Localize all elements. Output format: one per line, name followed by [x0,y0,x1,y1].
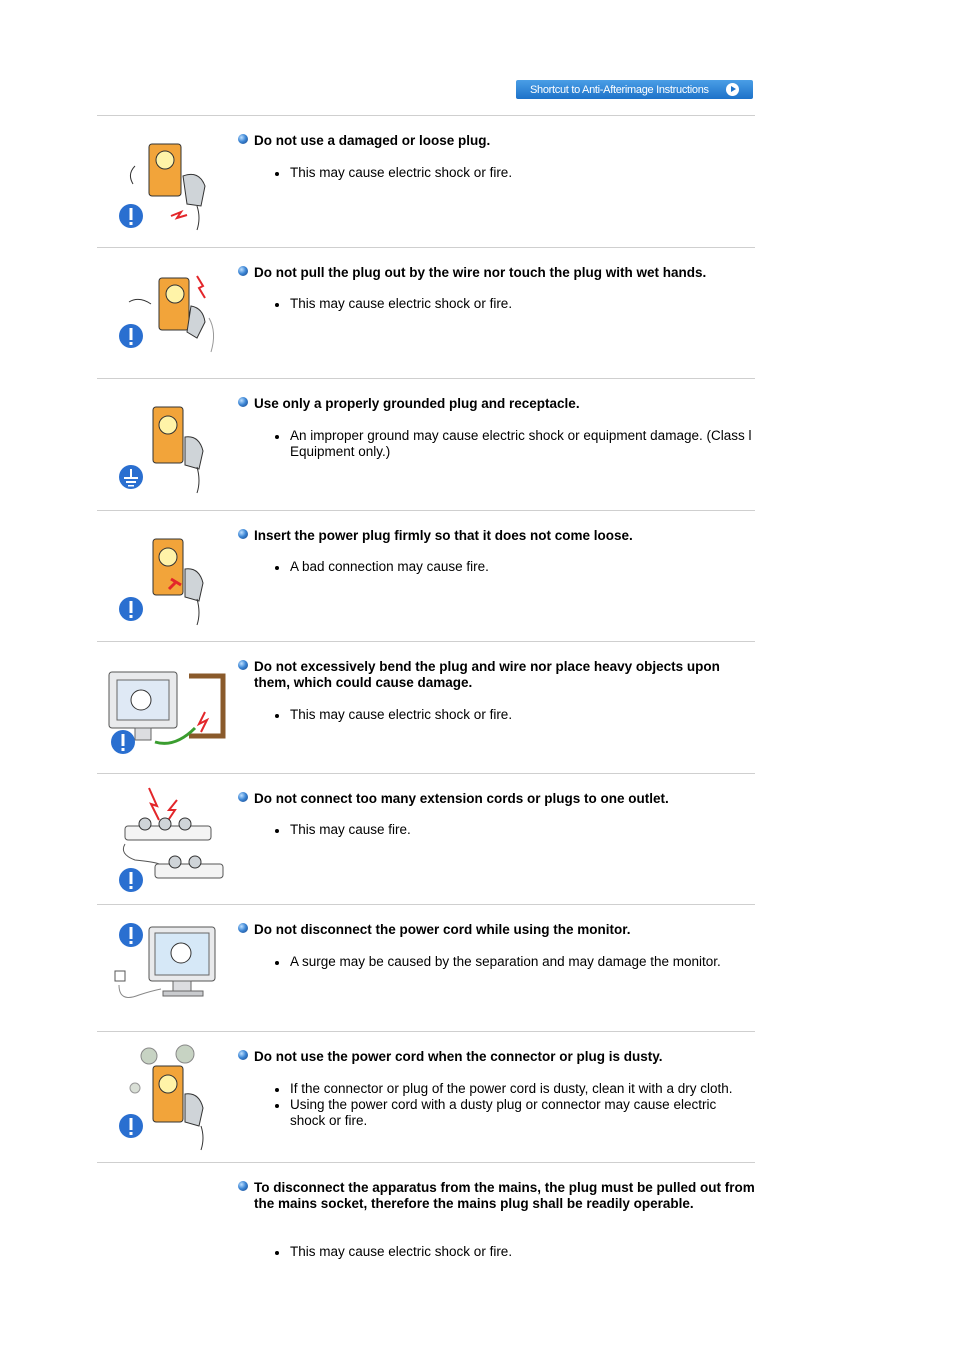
divider [97,510,755,511]
item-heading [238,265,758,281]
wet-hands-plug-illustration [105,258,231,368]
shortcut-label: Shortcut to Anti-Afterimage Instructions [530,83,709,96]
divider [97,641,755,642]
bullet-item: An improper ground may cause electric shock or equipment damage. (Class l Equipment only.) [273,428,753,460]
bullet-item: If the connector or plug of the power cord is dusty, clean it with a dry cloth. [273,1081,753,1097]
bullet-item: This may cause fire. [273,822,753,838]
item-heading-text: Do not use the power cord when the connector or plug is dusty. [254,1049,663,1064]
dusty-plug-illustration [105,1042,231,1152]
item-heading [238,791,758,807]
bullet-dot-icon [238,397,248,407]
item-bullets [273,165,753,181]
item-heading-text: Do not disconnect the power cord while using the monitor. [254,922,631,937]
bullet-dot-icon [238,792,248,802]
divider [97,773,755,774]
item-heading-text: Insert the power plug firmly so that it does not come loose. [254,528,633,543]
insert-plug-illustration [105,521,231,631]
item-bullets [273,296,753,312]
item-heading [238,922,758,938]
bullet-dot-icon [238,923,248,933]
item-bullets [273,954,753,970]
item-bullets [273,428,753,460]
bullet-dot-icon [238,134,248,144]
item-heading-text: To disconnect the apparatus from the mains, the plug must be pulled out from the mains socket, therefore the mains plug shall be readily operable. [254,1180,755,1211]
item-bullets [273,822,753,838]
item-heading [238,528,758,544]
item-bullets [273,707,753,723]
heavy-object-illustration [105,652,231,762]
item-bullets [273,1081,753,1129]
item-heading [238,659,758,691]
item-heading-text: Do not use a damaged or loose plug. [254,133,491,148]
divider [97,247,755,248]
bullet-item: This may cause electric shock or fire. [273,296,753,312]
bullet-dot-icon [238,1181,248,1191]
bullet-dot-icon [238,529,248,539]
item-heading-text: Do not excessively bend the plug and wire nor place heavy objects upon them, which could cause damage. [254,659,720,690]
monitor-unplugged-illustration [105,915,231,1025]
item-heading [238,396,758,412]
grounded-plug-illustration [105,389,231,499]
item-bullets [273,1244,753,1260]
bullet-item: Using the power cord with a dusty plug or connector may cause electric shock or fire. [273,1097,753,1129]
item-bullets [273,559,753,575]
divider [97,378,755,379]
divider [97,115,755,116]
item-heading-text: Use only a properly grounded plug and receptacle. [254,396,580,411]
arrow-right-icon [726,83,739,96]
damaged-plug-illustration [105,126,231,236]
item-heading-text: Do not pull the plug out by the wire nor touch the plug with wet hands. [254,265,707,280]
divider [97,1162,755,1163]
divider [97,1031,755,1032]
bullet-dot-icon [238,1050,248,1060]
bullet-item: This may cause electric shock or fire. [273,165,753,181]
bullet-dot-icon [238,660,248,670]
bullet-item: A surge may be caused by the separation and may damage the monitor. [273,954,753,970]
item-heading-text: Do not connect too many extension cords or plugs to one outlet. [254,791,669,806]
item-heading [238,1049,758,1065]
divider [97,904,755,905]
bullet-item: This may cause electric shock or fire. [273,707,753,723]
overloaded-outlet-illustration [105,784,231,894]
bullet-item: This may cause electric shock or fire. [273,1244,753,1260]
item-heading [238,1180,758,1212]
bullet-dot-icon [238,266,248,276]
anti-afterimage-shortcut-button[interactable] [516,80,753,99]
bullet-item: A bad connection may cause fire. [273,559,753,575]
item-heading [238,133,758,149]
